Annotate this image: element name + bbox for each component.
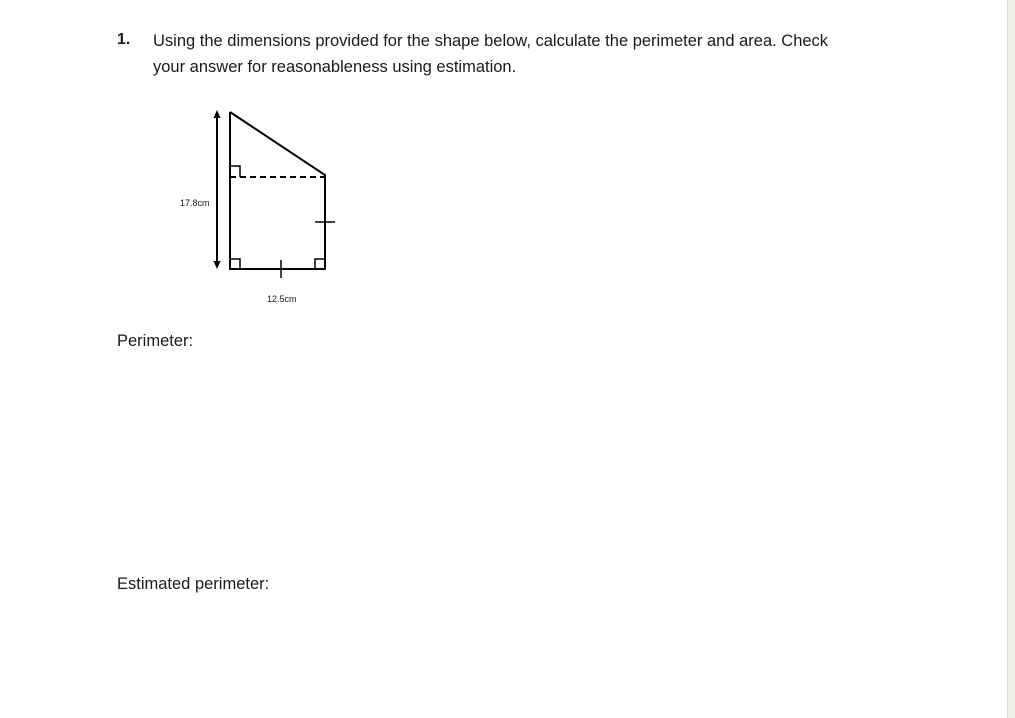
estimated-perimeter-label: Estimated perimeter: (117, 575, 270, 593)
question-number: 1. (117, 31, 131, 48)
question-line-2: your answer for reasonableness using estimation. (153, 57, 517, 76)
right-angle-marker-bottom-right (315, 259, 325, 269)
perimeter-label: Perimeter: (117, 332, 194, 350)
width-label: 12.5cm (267, 294, 297, 304)
shape-diagram (170, 100, 350, 315)
question-text (153, 29, 873, 80)
height-arrow-top (214, 110, 221, 118)
right-angle-marker-bottom-left (230, 259, 240, 269)
height-arrow-bottom (214, 261, 221, 269)
question-line-1: Using the dimensions provided for the shape below, calculate the perimeter and area. Check (153, 32, 829, 50)
window-right-edge (1007, 0, 1015, 718)
shape-outline (230, 112, 325, 269)
right-angle-marker-mid (230, 166, 240, 177)
height-label: 17.8cm (180, 198, 210, 208)
